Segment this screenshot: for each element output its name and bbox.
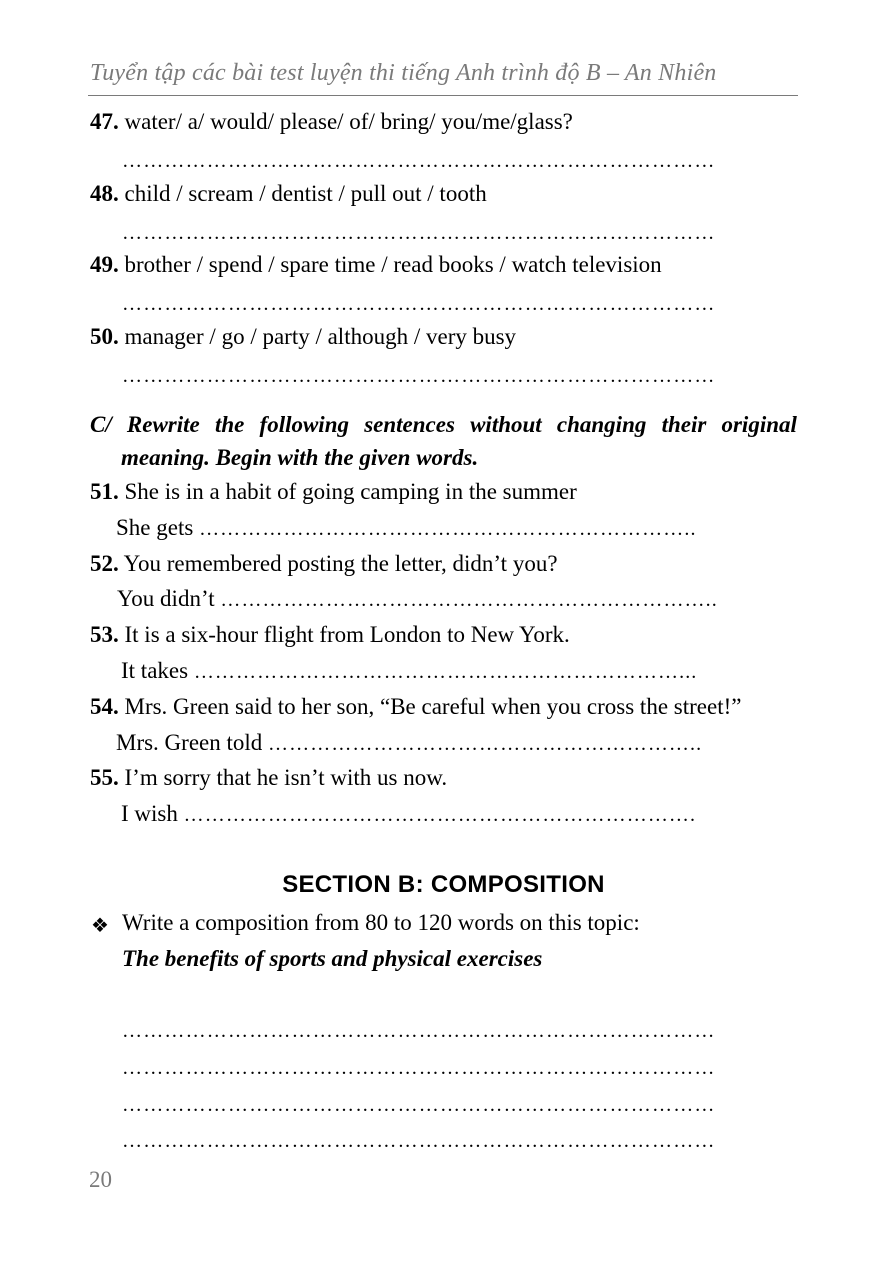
question-54 bbox=[90, 694, 741, 720]
question-text: It is a six-hour flight from London to New York. bbox=[118, 622, 570, 647]
question-number: 50. bbox=[90, 324, 119, 349]
question-47 bbox=[90, 109, 573, 135]
question-50 bbox=[90, 324, 516, 350]
prompt-text: I wish bbox=[121, 801, 184, 826]
running-header: Tuyển tập các bài test luyện thi tiếng Anh trình độ B – An Nhiên bbox=[90, 60, 717, 86]
question-number: 51. bbox=[90, 479, 119, 504]
page-number: 20 bbox=[89, 1167, 112, 1192]
question-53 bbox=[90, 622, 570, 648]
question-text: I’m sorry that he isn’t with us now. bbox=[118, 765, 448, 790]
instruction-word: sentences bbox=[364, 412, 455, 437]
question-52 bbox=[90, 551, 558, 577]
header-divider bbox=[88, 95, 798, 96]
question-49 bbox=[90, 252, 662, 278]
prompt-text: You didn’t bbox=[117, 586, 221, 611]
question-number: 54. bbox=[90, 694, 119, 719]
answer-prompt-53 bbox=[121, 658, 697, 684]
answer-prompt-51 bbox=[116, 515, 697, 541]
question-text: child / scream / dentist / pull out / tooth bbox=[118, 181, 487, 206]
section-b-title: SECTION B: COMPOSITION bbox=[282, 871, 605, 898]
question-number: 52. bbox=[90, 551, 119, 576]
question-text: Mrs. Green said to her son, “Be careful when you cross the street!” bbox=[118, 694, 742, 719]
answer-line-48: ………………………………………………………………………… bbox=[122, 222, 716, 244]
answer-line-50: ………………………………………………………………………… bbox=[122, 365, 716, 387]
instruction-word: original bbox=[721, 412, 797, 437]
diamond-bullet-icon: ❖ bbox=[91, 915, 109, 937]
composition-line-1: ………………………………………………………………………… bbox=[122, 1020, 716, 1042]
instruction-line-2: meaning. Begin with the given words. bbox=[121, 445, 479, 470]
instruction-word: C/ bbox=[90, 412, 112, 437]
instruction-word: the bbox=[214, 412, 245, 437]
answer-prompt-54 bbox=[116, 730, 702, 756]
prompt-dots: …………………………………………………………….. bbox=[199, 518, 697, 540]
question-text: brother / spend / spare time / read books / watch television bbox=[118, 252, 662, 277]
question-55 bbox=[90, 765, 447, 791]
section-c-instruction bbox=[90, 408, 797, 474]
question-number: 53. bbox=[90, 622, 119, 647]
instruction-line-1 bbox=[90, 408, 797, 441]
composition-line-4: ………………………………………………………………………… bbox=[122, 1130, 716, 1152]
instruction-word: changing bbox=[556, 412, 647, 437]
question-text: water/ a/ would/ please/ of/ bring/ you/me/glass? bbox=[118, 109, 573, 134]
prompt-dots: …………………………………………………………….. bbox=[220, 589, 718, 611]
prompt-text: Mrs. Green told bbox=[116, 730, 269, 755]
question-number: 55. bbox=[90, 765, 119, 790]
prompt-dots: ………………………………………………………………. bbox=[183, 804, 697, 826]
instruction-word: their bbox=[661, 412, 707, 437]
answer-line-47: ………………………………………………………………………… bbox=[122, 150, 716, 172]
answer-line-49: ………………………………………………………………………… bbox=[122, 293, 716, 315]
prompt-text: She gets bbox=[116, 515, 200, 540]
instruction-word: Rewrite bbox=[126, 412, 200, 437]
question-text: manager / go / party / although / very busy bbox=[118, 324, 517, 349]
prompt-dots: ……………………………………………………………... bbox=[193, 661, 698, 683]
answer-prompt-55 bbox=[121, 801, 696, 827]
question-51 bbox=[90, 479, 577, 505]
prompt-text: It takes bbox=[121, 658, 194, 683]
question-number: 48. bbox=[90, 181, 119, 206]
question-text: You remembered posting the letter, didn’t you? bbox=[118, 551, 558, 576]
composition-line-2: ………………………………………………………………………… bbox=[122, 1057, 716, 1079]
question-number: 49. bbox=[90, 252, 119, 277]
instruction-word: without bbox=[470, 412, 542, 437]
question-text: She is in a habit of going camping in the summer bbox=[118, 479, 577, 504]
question-number: 47. bbox=[90, 109, 119, 134]
question-48 bbox=[90, 181, 487, 207]
composition-topic: The benefits of sports and physical exercises bbox=[122, 946, 543, 971]
prompt-dots: …………………………………………………….. bbox=[268, 733, 703, 755]
composition-line-3: ………………………………………………………………………… bbox=[122, 1094, 716, 1116]
answer-prompt-52 bbox=[117, 586, 718, 612]
composition-instruction: Write a composition from 80 to 120 words on this topic: bbox=[122, 910, 640, 935]
instruction-word: following bbox=[259, 412, 349, 437]
